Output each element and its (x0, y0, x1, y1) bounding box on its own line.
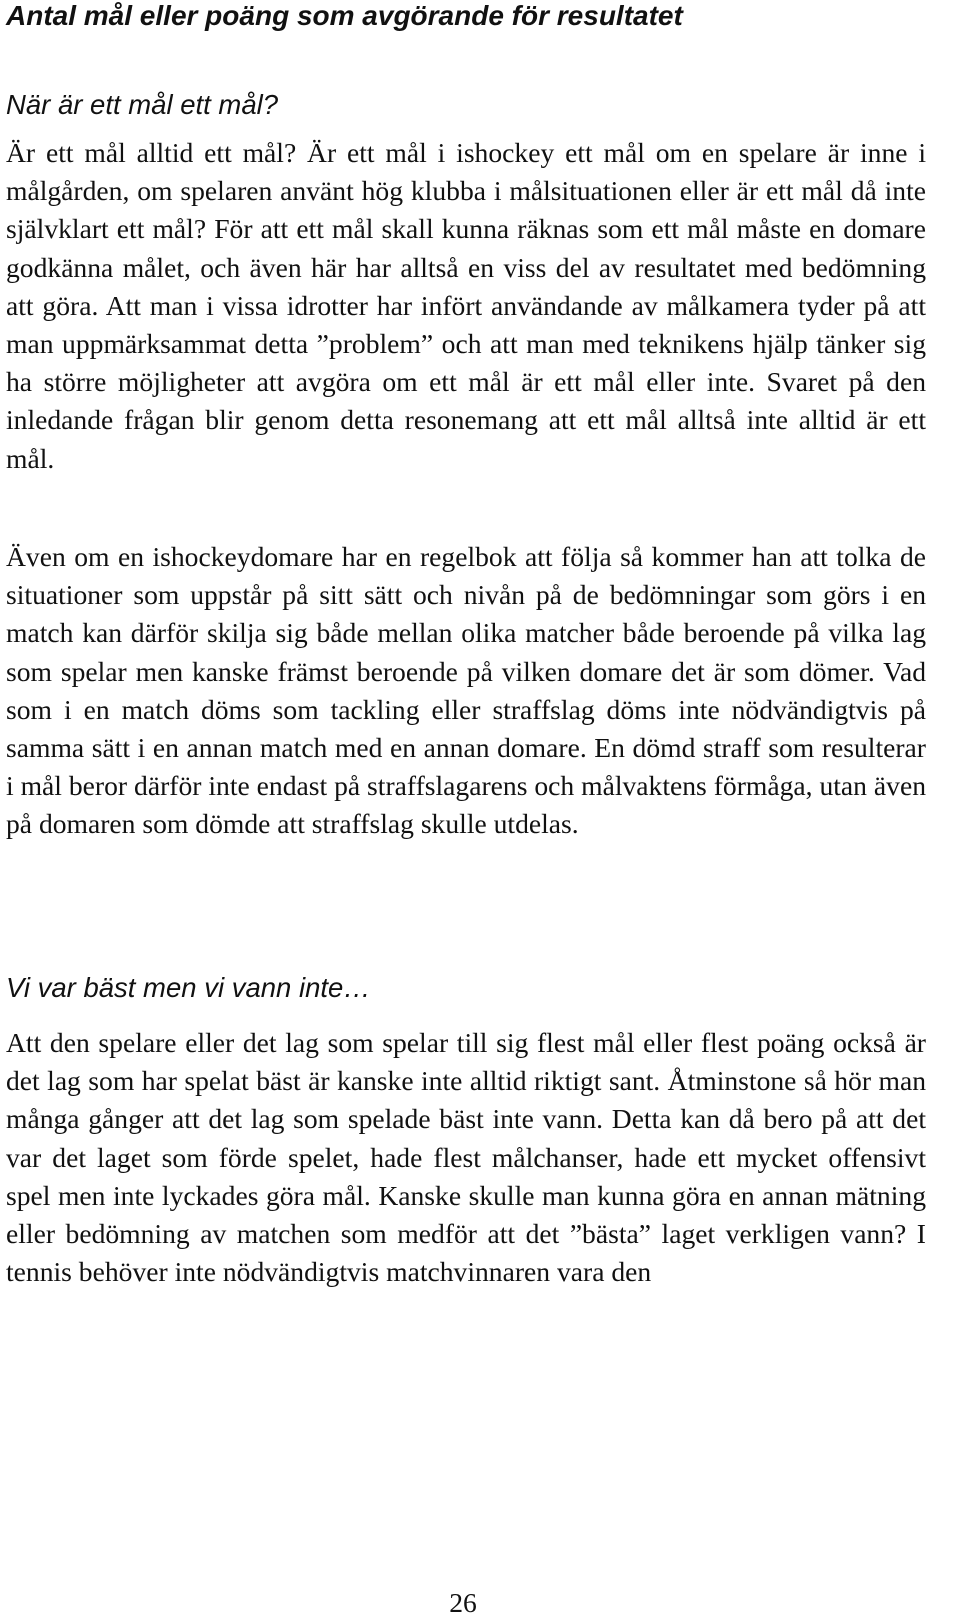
paragraph-referee-judgement: Även om en ishockeydomare har en regelbok att följa så kommer han att tolka de situationer som uppstår på sitt sätt och nivån på de bedömningar som görs i en match kan därför skilja sig både mellan olika matcher både beroende på vilka lag som spelar men kanske främst beroende på vilken domare det är som dömer. Vad som i en match döms som tackling eller straffslag döms inte nödvändigtvis på samma sätt i en annan match med en annan domare. En dömd straff som resulterar i mål beror därför inte endast på straffslagarens och målvaktens förmåga, utan även på domaren som dömde att straffslag skulle utdelas. (6, 541, 926, 840)
paragraph-goal-definition: Är ett mål alltid ett mål? Är ett mål i ishockey ett mål om en spelare är inne i målgården, om spelaren använt hög klubba i målsituationen eller är ett mål då inte självklart ett mål? För att ett mål skall kunna räknas som ett mål måste en domare godkänna målet, och även här har alltså en viss del av resultatet med bedömning att göra. Att man i vissa idrotter har infört användande av målkamera tyder på att man uppmärksammat detta ”problem” och att man med teknikens hjälp tänker sig ha större möjligheter att avgöra om ett mål är ett mål eller inte. Svaret på den inledande frågan blir genom detta resonemang att ett mål alltså inte alltid är ett mål. (6, 137, 926, 474)
section-heading-goal: När är ett mål ett mål? (6, 89, 279, 120)
page-number: 26 (449, 1587, 477, 1618)
paragraph-best-team: Att den spelare eller det lag som spelar till sig flest mål eller flest poäng också är det lag som har spelat bäst är kanske inte alltid riktigt sant. Åtminstone så hör man många gånger att det lag som spelade bäst inte vann. Detta kan då bero på att det var det laget som förde spelet, hade flest målchanser, hade ett mycket offensivt spel men inte lyckades göra mål. Kanske skulle man kunna göra en annan mätning eller bedömning av matchen som medför att det ”bästa” laget verkligen vann? I tennis behöver inte nödvändigtvis matchvinnaren vara den (6, 1027, 926, 1288)
main-heading: Antal mål eller poäng som avgörande för resultatet (6, 0, 683, 31)
section-heading-best-team: Vi var bäst men vi vann inte… (6, 972, 371, 1003)
